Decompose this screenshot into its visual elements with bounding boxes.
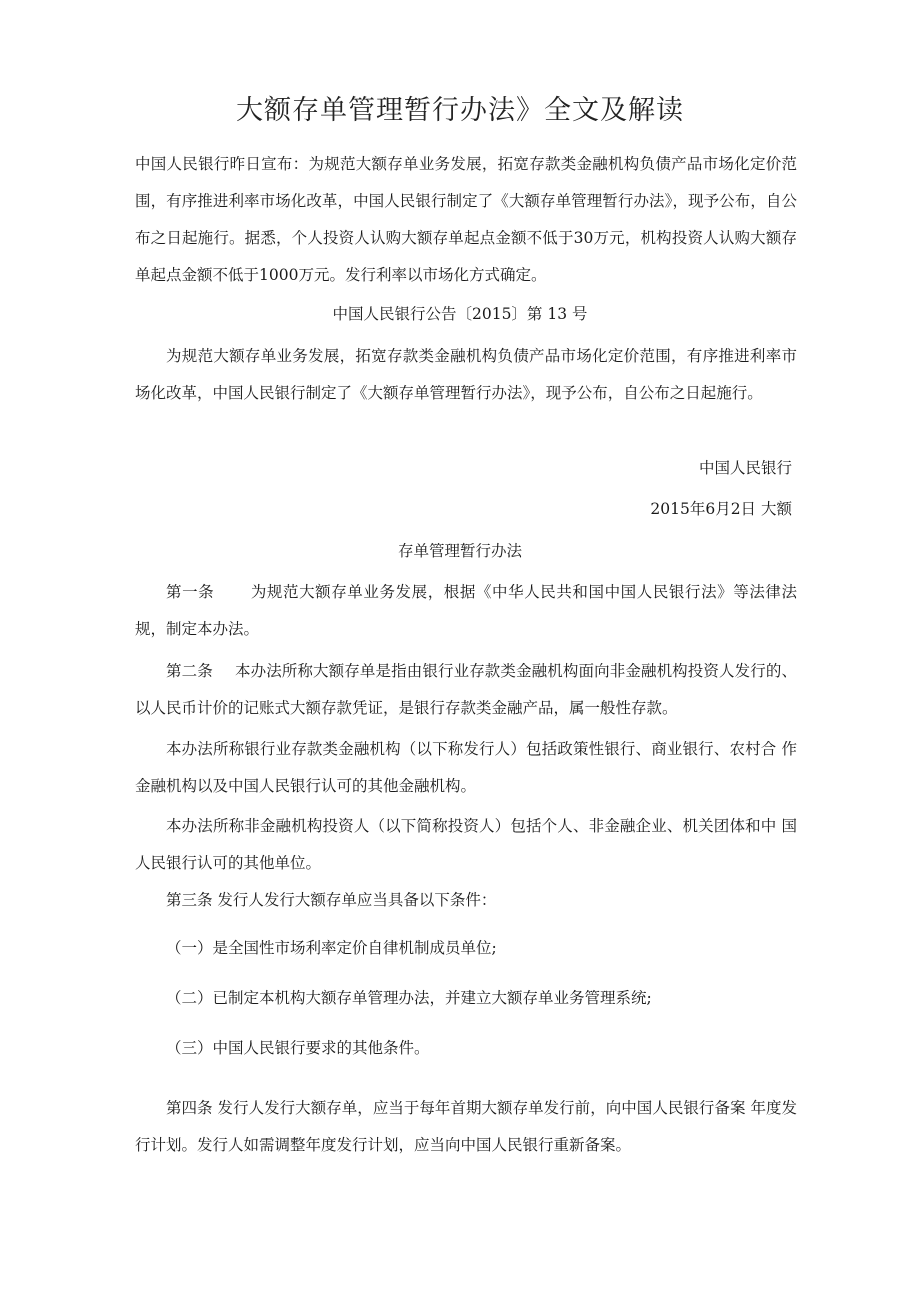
signature: 中国人民银行 xyxy=(698,459,792,477)
article-2 xyxy=(135,653,797,727)
condition-2: （二）已制定本机构大额存单管理办法，并建立大额存单业务管理系统; xyxy=(166,989,652,1007)
announcement-body: 为规范大额存单业务发展，拓宽存款类金融机构负债产品市场化定价范围，有序推进利率市场化改革，中国人民银行制定了《大额存单管理暂行办法》，现予公布，自公布之日起施行。 xyxy=(135,347,797,402)
condition-3: （三）中国人民银行要求的其他条件。 xyxy=(166,1039,430,1057)
article-1 xyxy=(135,574,797,648)
article-1-text: 为规范大额存单业务发展，根据《中华人民共和国中国人民银行法》等法律法规，制定本办法。 xyxy=(135,583,797,638)
intro-paragraph: 中国人民银行昨日宣布：为规范大额存单业务发展，拓宽存款类金融机构负债产品市场化定价范围，有序推进利率市场化改革，中国人民银行制定了《大额存单管理暂行办法》，现予公布，自公布之日起施行。据悉，个人投资人认购大额存单起点金额不低于30万元，机构投资人认购大额存单起点金额不低于1000万元。发行利率以市场化方式确定。 xyxy=(135,155,797,284)
article-1-label: 第一条 xyxy=(166,583,215,601)
subtitle: 存单管理暂行办法 xyxy=(397,542,522,560)
condition-1: （一）是全国性市场利率定价自律机制成员单位; xyxy=(166,939,497,957)
date-line: 2015年6月2日 大额 xyxy=(650,500,792,518)
article-4: 第四条 发行人发行大额存单，应当于每年首期大额存单发行前，向中国人民银行备案 年度发行计划。发行人如需调整年度发行计划，应当向中国人民银行重新备案。 xyxy=(135,1099,797,1154)
article-2-paragraph-2: 本办法所称银行业存款类金融机构（以下称发行人）包括政策性银行、商业银行、农村合 作金融机构以及中国人民银行认可的其他金融机构。 xyxy=(135,740,797,795)
article-2-label: 第二条 xyxy=(166,662,213,680)
announcement-number: 中国人民银行公告〔2015〕第 13 号 xyxy=(332,305,588,323)
article-2-text: 本办法所称大额存单是指由银行业存款类金融机构面向非金融机构投资人发行的、以人民币计价的记账式大额存款凭证，是银行存款类金融产品，属一般性存款。 xyxy=(135,662,797,717)
article-2-paragraph-3: 本办法所称非金融机构投资人（以下简称投资人）包括个人、非金融企业、机关团体和中 国人民银行认可的其他单位。 xyxy=(135,817,797,872)
document-title: 大额存单管理暂行办法》全文及解读 xyxy=(236,95,684,126)
article-3: 第三条 发行人发行大额存单应当具备以下条件： xyxy=(166,891,497,909)
